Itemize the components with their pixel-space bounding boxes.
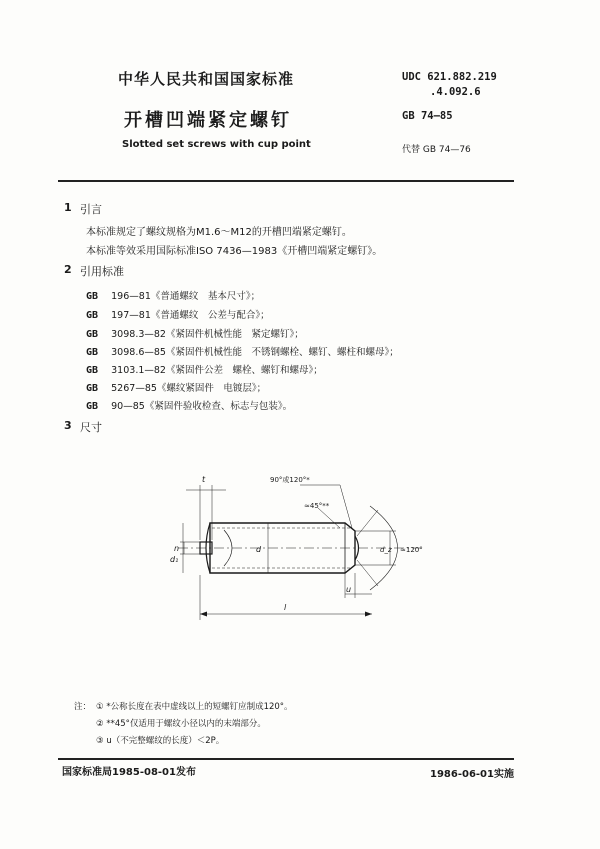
gb-number: GB 74—85 <box>402 110 453 122</box>
section-1-number: 1 <box>64 201 72 214</box>
reference-code: GB <box>86 401 99 412</box>
reference-code: GB <box>86 310 99 321</box>
reference-code: GB <box>86 329 99 340</box>
footer-divider <box>58 758 514 760</box>
section-2-title: 引用标准 <box>80 265 124 278</box>
reference-text: 3098.6—85《紧固件机械性能 不锈钢螺栓、螺钉、螺柱和螺母》； <box>111 347 399 358</box>
reference-code: GB <box>86 347 99 358</box>
notes-prefix: 注： <box>74 702 92 712</box>
label-n: n <box>174 544 180 553</box>
udc-code-line1: UDC 621.882.219 <box>402 71 497 83</box>
issue-date: 国家标准局1985-08-01发布 <box>62 767 196 778</box>
reference-code: GB <box>86 365 99 376</box>
label-dz: d_z <box>380 546 392 554</box>
label-chamfer: ≈45°** <box>304 502 330 510</box>
section-1-paragraph-1: 本标准规定了螺纹规格为M1.6～M12的开槽凹端紧定螺钉。 <box>86 227 352 238</box>
section-1-title: 引言 <box>80 203 102 216</box>
udc-code-line2: .4.092.6 <box>430 86 481 98</box>
label-t: t <box>202 475 206 484</box>
reference-text: 197—81《普通螺纹 公差与配合》； <box>111 310 270 321</box>
reference-text: 3098.3—82《紧固件机械性能 紧定螺钉》； <box>111 329 304 340</box>
label-cup-angle: ≈120° <box>400 546 423 554</box>
replaces-standard: 代替 GB 74—76 <box>402 145 471 155</box>
reference-text: 196—81《普通螺纹 基本尺寸》； <box>111 291 261 302</box>
reference-text: 5267—85《螺纹紧固件 电镀层》； <box>111 383 267 394</box>
reference-text: 3103.1—82《紧固件公差 螺栓、螺钉和螺母》； <box>111 365 323 376</box>
section-2-number: 2 <box>64 263 72 276</box>
label-d1: d₁ <box>170 555 179 564</box>
reference-text: 90—85《紧固件验收检查、标志与包装》。 <box>111 401 293 412</box>
section-1-paragraph-2: 本标准等效采用国际标准ISO 7436—1983《开槽凹端紧定螺钉》。 <box>86 246 383 257</box>
reference-code: GB <box>86 291 99 302</box>
reference-code: GB <box>86 383 99 394</box>
label-u: u <box>346 585 352 594</box>
section-3-title: 尺寸 <box>80 421 102 434</box>
note-2: ② **45°仅适用于螺纹小径以内的末端部分。 <box>96 719 266 729</box>
note-3: ③ u（不完整螺纹的长度）＜2P。 <box>96 736 225 746</box>
section-3-number: 3 <box>64 419 72 432</box>
label-angle: 90°或120°* <box>270 476 310 484</box>
note-1: ① *公称长度在表中虚线以上的短螺钉应制成120°。 <box>96 702 293 712</box>
national-standard-heading: 中华人民共和国国家标准 <box>118 70 295 88</box>
document-title-cn: 开槽凹端紧定螺钉 <box>124 110 292 131</box>
document-title-en: Slotted set screws with cup point <box>122 139 311 150</box>
label-l: l <box>284 603 287 612</box>
label-d: d <box>256 545 262 554</box>
effective-date: 1986-06-01实施 <box>430 769 514 780</box>
